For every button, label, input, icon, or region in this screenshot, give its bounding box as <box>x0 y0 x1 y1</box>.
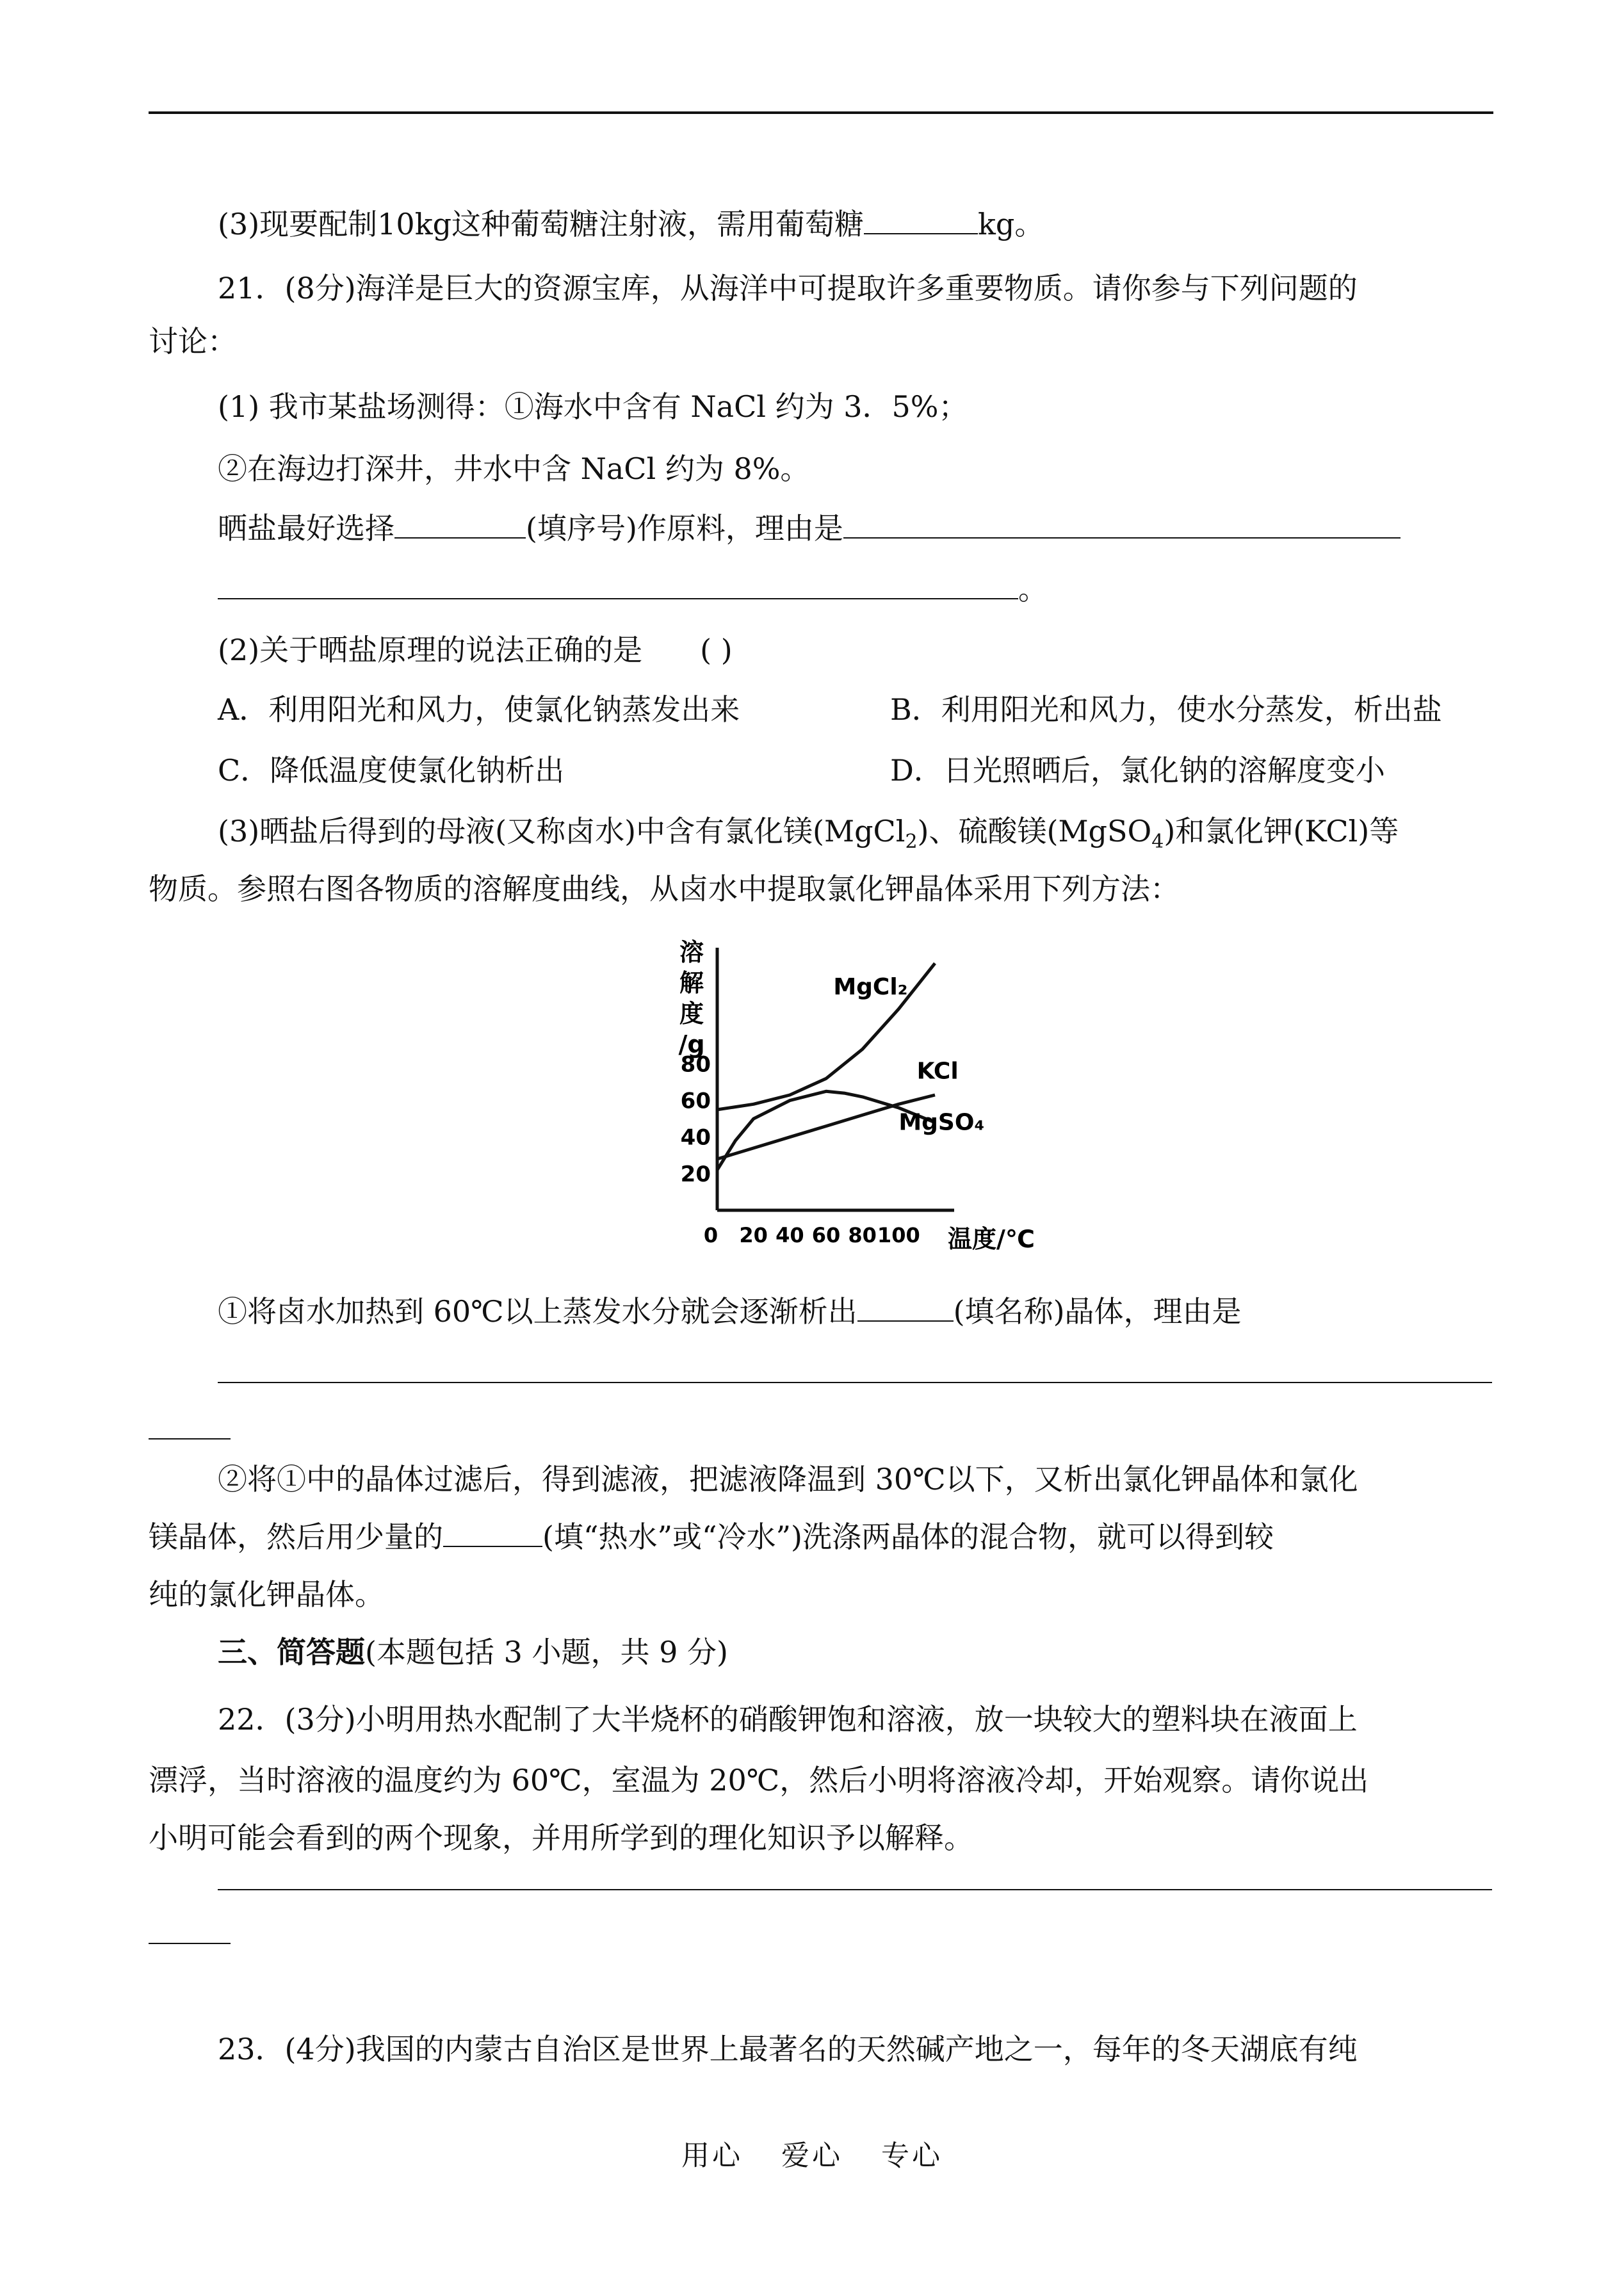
q21-part1-c-text1: 晒盐最好选择 <box>218 511 394 546</box>
x-tick-label: 20 <box>739 1223 768 1247</box>
solubility-curve-chart <box>640 935 1037 1268</box>
q22-line3: 小明可能会看到的两个现象，并用所学到的理化知识予以解释。 <box>149 1821 973 1855</box>
section3-title: 三、简答题 <box>218 1635 365 1669</box>
q21-step2-line3: 纯的氯化钾晶体。 <box>149 1577 384 1612</box>
q21-stem-line2: 讨论： <box>149 324 237 359</box>
q21-step2-text-b: (填“热水”或“冷水”)洗涤两晶体的混合物，就可以得到较 <box>542 1520 1274 1554</box>
q22-line2: 漂浮，当时溶液的温度约为 60℃，室温为 20℃，然后小明将溶液冷却，开始观察。请你说出 <box>149 1763 1369 1797</box>
subscript: 4 <box>1151 831 1164 854</box>
q21-step1-text-a: ①将卤水加热到 60℃以上蒸发水分就会逐渐析出 <box>218 1294 857 1329</box>
y-axis-label: 溶 <box>679 938 704 966</box>
x-axis-label: 温度/℃ <box>948 1225 1035 1253</box>
q21-step2-line2 <box>149 1518 1274 1556</box>
answer-line[interactable] <box>218 1382 1492 1383</box>
answer-blank[interactable] <box>218 570 1018 599</box>
q20-part3 <box>218 205 1044 243</box>
q21-part1-c <box>218 509 1401 547</box>
q21-part1-end: 。 <box>1018 572 1048 606</box>
y-tick-label: 60 <box>680 1088 711 1114</box>
q21-part1-c-text2: (填序号)作原料，理由是 <box>526 511 843 546</box>
footer-word: 用心 <box>681 2139 743 2172</box>
y-tick-label: 80 <box>680 1051 711 1078</box>
answer-blank[interactable] <box>864 205 978 234</box>
header-rule <box>149 111 1493 114</box>
q21-part3-line1 <box>218 812 1399 861</box>
q21-stem-line1: 21．(8分)海洋是巨大的资源宝库，从海洋中可提取许多重要物质。请你参与下列问题的 <box>218 271 1358 305</box>
q21-step1 <box>218 1292 1242 1331</box>
answer-line[interactable] <box>149 1943 231 1944</box>
q21-part3-text-a: (3)晒盐后得到的母液(又称卤水)中含有氯化镁(MgCl <box>218 814 905 848</box>
x-tick-label: 40 <box>775 1223 804 1247</box>
q21-part2 <box>218 631 733 669</box>
option-a[interactable]: A．利用阳光和风力，使氯化钠蒸发出来 <box>218 692 740 727</box>
q23-line1: 23．(4分)我国的内蒙古自治区是世界上最著名的天然碱产地之一，每年的冬天湖底有纯 <box>218 2032 1358 2066</box>
q21-part1-a: (1) 我市某盐场测得：①海水中含有 NaCl 约为 3．5%； <box>218 389 968 424</box>
q21-part3-line2: 物质。参照右图各物质的溶解度曲线，从卤水中提取氯化钾晶体采用下列方法： <box>149 872 1180 906</box>
q21-part2-text: (2)关于晒盐原理的说法正确的是 <box>218 633 643 667</box>
answer-blank[interactable] <box>857 1292 954 1322</box>
answer-blank[interactable] <box>843 509 1401 539</box>
answer-blank[interactable] <box>394 509 526 539</box>
subscript: 2 <box>905 831 918 854</box>
q21-part3-text-c: )和氯化钾(KCl)等 <box>1164 814 1399 848</box>
q22-line1: 22．(3分)小明用热水配制了大半烧杯的硝酸钾饱和溶液，放一块较大的塑料块在液面上 <box>218 1702 1358 1737</box>
x-tick-label: 80 <box>848 1223 877 1247</box>
q20-part3-text: (3)现要配制10kg这种葡萄糖注射液，需用葡萄糖 <box>218 207 865 241</box>
answer-blank[interactable] <box>443 1518 542 1547</box>
series-label: KCl <box>916 1058 959 1085</box>
option-d[interactable]: D．日光照晒后，氯化钠的溶解度变小 <box>890 753 1385 788</box>
q21-step1-text-b: (填名称)晶体，理由是 <box>953 1294 1242 1329</box>
q21-part1-cont <box>218 570 1048 608</box>
page-footer <box>0 2132 1624 2173</box>
footer-word: 爱心 <box>781 2139 843 2172</box>
x-tick-label: 60 <box>811 1223 841 1247</box>
option-b[interactable]: B．利用阳光和风力，使水分蒸发，析出盐 <box>890 692 1442 727</box>
y-axis-label: /g <box>678 1030 705 1058</box>
option-c[interactable]: C．降低温度使氯化钠析出 <box>218 753 565 788</box>
q21-part3-text-b: )、硫酸镁(MgSO <box>917 814 1152 848</box>
q21-step2-text-a: 镁晶体，然后用少量的 <box>149 1520 443 1554</box>
section3-note: (本题包括 3 小题，共 9 分) <box>365 1635 728 1669</box>
y-tick-label: 20 <box>680 1161 711 1187</box>
x-tick-label: 100 <box>877 1223 920 1247</box>
q21-part1-b: ②在海边打深井，井水中含 NaCl 约为 8%。 <box>218 451 810 486</box>
q21-part2-paren: ( ) <box>700 633 733 667</box>
q21-step2-line1: ②将①中的晶体过滤后，得到滤液，把滤液降温到 30℃以下，又析出氯化钾晶体和氯化 <box>218 1462 1358 1496</box>
answer-line[interactable] <box>218 1889 1492 1890</box>
series-label: MgCl₂ <box>833 973 908 1000</box>
answer-line[interactable] <box>149 1438 231 1439</box>
series-label: MgSO₄ <box>898 1109 985 1136</box>
y-axis-label: 度 <box>679 1000 704 1028</box>
q20-part3-unit: kg。 <box>978 207 1044 241</box>
x-tick-label: 0 <box>703 1223 719 1247</box>
y-axis-label: 解 <box>679 969 704 997</box>
y-tick-label: 40 <box>680 1124 711 1151</box>
section3-heading <box>218 1633 728 1671</box>
footer-word: 专心 <box>881 2139 943 2172</box>
